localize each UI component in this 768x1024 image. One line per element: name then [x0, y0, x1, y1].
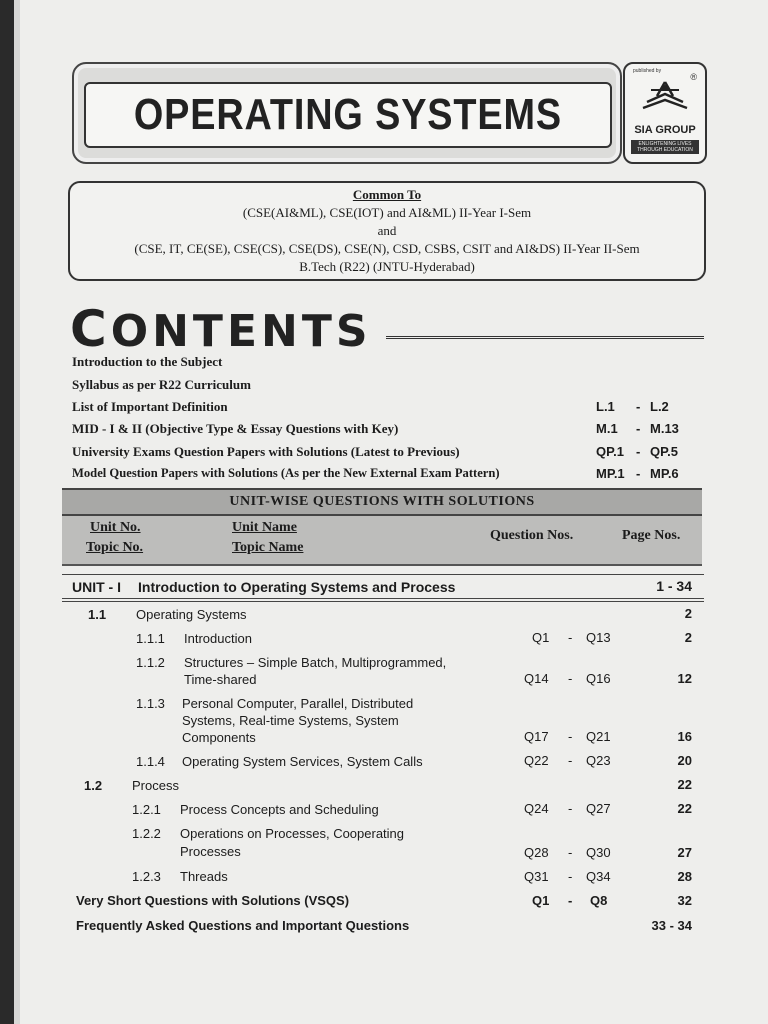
unit-wise-band	[62, 488, 702, 516]
topic-page: 12	[677, 671, 692, 686]
header-unit-no: Unit No.	[90, 520, 141, 535]
topic-number: 1.2.3	[132, 869, 161, 884]
topic-number: 1.2.1	[132, 802, 161, 817]
topic-name-continued: Time-shared	[184, 672, 257, 687]
question-from: Q22	[524, 753, 549, 768]
logo-published-by: published by	[633, 68, 662, 74]
header-unit-name: Unit Name	[232, 520, 297, 535]
question-from: Q24	[524, 801, 549, 816]
common-to-line-2: and	[377, 223, 397, 238]
book-emblem-icon	[637, 78, 693, 116]
logo-name: SIA GROUP	[634, 124, 696, 136]
topic-name: Structures – Simple Batch, Multiprogrammed,	[184, 655, 447, 670]
unit-bottom-rule	[62, 598, 704, 599]
question-to: Q16	[586, 671, 611, 686]
topic-name: Operations on Processes, Cooperating	[180, 826, 405, 841]
topic-number: 1.1	[88, 607, 107, 622]
page-binding-shadow	[14, 0, 20, 1024]
topic-number: 1.2.2	[132, 826, 161, 841]
topic-name-continued: Systems, Real-time Systems, System	[182, 713, 399, 728]
question-dash: -	[568, 801, 573, 816]
question-dash: -	[568, 671, 573, 686]
question-to: Q13	[586, 630, 611, 645]
topic-name: Introduction	[184, 631, 252, 646]
common-to-title: Common To	[352, 187, 422, 202]
topic-name: Operating System Services, System Calls	[182, 754, 423, 769]
page-range-to: M.13	[650, 421, 679, 436]
question-dash: -	[568, 630, 573, 645]
question-to: Q34	[586, 869, 611, 884]
unit-top-rule	[62, 574, 704, 575]
contents-item: University Exams Question Papers with Solutions (Latest to Previous)	[72, 444, 460, 459]
vsqs-page: 32	[677, 893, 692, 908]
topic-number: 1.1.2	[136, 655, 165, 670]
topic-name-continued: Components	[182, 730, 256, 745]
topic-page: 22	[677, 801, 692, 816]
topic-page: 2	[684, 630, 692, 645]
topic-name: Process	[132, 778, 179, 793]
question-from: Q28	[524, 845, 549, 860]
topic-name: Process Concepts and Scheduling	[180, 802, 379, 817]
page-range-dash: -	[636, 466, 641, 481]
faq-pages: 33 - 34	[651, 918, 692, 933]
faq-label: Frequently Asked Questions and Important Questions	[76, 918, 410, 933]
page-range-dash: -	[636, 444, 641, 459]
unit-pages: 1 - 34	[656, 578, 692, 594]
question-to: Q23	[586, 753, 611, 768]
contents-heading-rest: ONTENTS	[110, 306, 372, 357]
common-to-line-3: (CSE, IT, CE(SE), CSE(CS), CSE(DS), CSE(N), CSD, CSBS, CSIT and AI&DS) II-Year II-Sem	[134, 241, 640, 256]
question-to: Q8	[590, 893, 608, 908]
logo-registered-mark: ®	[690, 72, 697, 82]
page-range-dash: -	[636, 399, 641, 414]
header-question-nos: Question Nos.	[490, 528, 574, 543]
header-page-nos: Page Nos.	[622, 528, 681, 543]
contents-item: List of Important Definition	[72, 399, 228, 414]
contents-divider	[386, 336, 704, 339]
vsqs-label: Very Short Questions with Solutions (VSQS)	[76, 893, 350, 908]
topic-number: 1.1.1	[136, 631, 165, 646]
contents-item: Introduction to the Subject	[72, 354, 223, 369]
header-topic-no: Topic No.	[86, 540, 144, 555]
page-range-from: MP.1	[596, 466, 625, 481]
page-range-to: L.2	[650, 399, 669, 414]
topic-name: Operating Systems	[136, 607, 247, 622]
question-from: Q1	[532, 630, 550, 645]
topic-page: 28	[677, 869, 692, 884]
question-to: Q30	[586, 845, 611, 860]
table-header	[62, 516, 702, 566]
contents-item: Model Question Papers with Solutions (As per the New External Exam Pattern)	[72, 466, 500, 480]
page-range-to: MP.6	[650, 466, 679, 481]
question-from: Q17	[524, 729, 549, 744]
question-from: Q1	[532, 893, 550, 908]
page-range-from: QP.1	[596, 444, 624, 459]
common-to-line-4: B.Tech (R22) (JNTU-Hyderabad)	[299, 259, 475, 274]
question-dash: -	[568, 869, 573, 884]
contents-heading	[70, 300, 372, 358]
question-from: Q14	[524, 671, 549, 686]
topic-number: 1.1.3	[136, 696, 165, 711]
book-title: OPERATING SYSTEMS	[133, 90, 563, 139]
topic-page: 20	[677, 753, 692, 768]
question-dash: -	[568, 845, 573, 860]
question-dash: -	[568, 753, 573, 768]
topic-page: 2	[684, 606, 692, 621]
unit-bottom-rule	[62, 601, 704, 602]
unit-name: Introduction to Operating Systems and Process	[138, 579, 456, 595]
page-binding-edge	[0, 0, 14, 1024]
question-to: Q27	[586, 801, 611, 816]
question-to: Q21	[586, 729, 611, 744]
topic-name-continued: Processes	[180, 844, 241, 859]
unit-label: UNIT - I	[72, 579, 121, 595]
header-topic-name: Topic Name	[232, 540, 304, 555]
page-range-from: L.1	[596, 399, 615, 414]
page-range-to: QP.5	[650, 444, 678, 459]
topic-name: Personal Computer, Parallel, Distributed	[182, 696, 414, 711]
unit-wise-title: UNIT-WISE QUESTIONS WITH SOLUTIONS	[229, 494, 535, 509]
topic-number: 1.1.4	[136, 754, 165, 769]
contents-item: MID - I & II (Objective Type & Essay Questions with Key)	[72, 421, 399, 436]
topic-page: 22	[677, 777, 692, 792]
logo-tagline: ENLIGHTENING LIVES THROUGH EDUCATION	[631, 140, 699, 154]
publisher-logo	[623, 62, 707, 164]
title-inner-frame	[84, 82, 612, 148]
common-to-line-1: (CSE(AI&ML), CSE(IOT) and AI&ML) II-Year I-Sem	[242, 205, 532, 220]
question-from: Q31	[524, 869, 549, 884]
contents-heading-initial: C	[70, 300, 111, 358]
page-range-dash: -	[636, 421, 641, 436]
question-dash: -	[568, 729, 573, 744]
contents-item: Syllabus as per R22 Curriculum	[72, 377, 251, 392]
title-banner	[72, 62, 622, 164]
page-range-from: M.1	[596, 421, 618, 436]
common-to-box	[68, 181, 706, 281]
question-dash: -	[568, 893, 573, 908]
topic-page: 16	[677, 729, 692, 744]
topic-page: 27	[677, 845, 692, 860]
topic-name: Threads	[180, 869, 228, 884]
topic-number: 1.2	[84, 778, 103, 793]
